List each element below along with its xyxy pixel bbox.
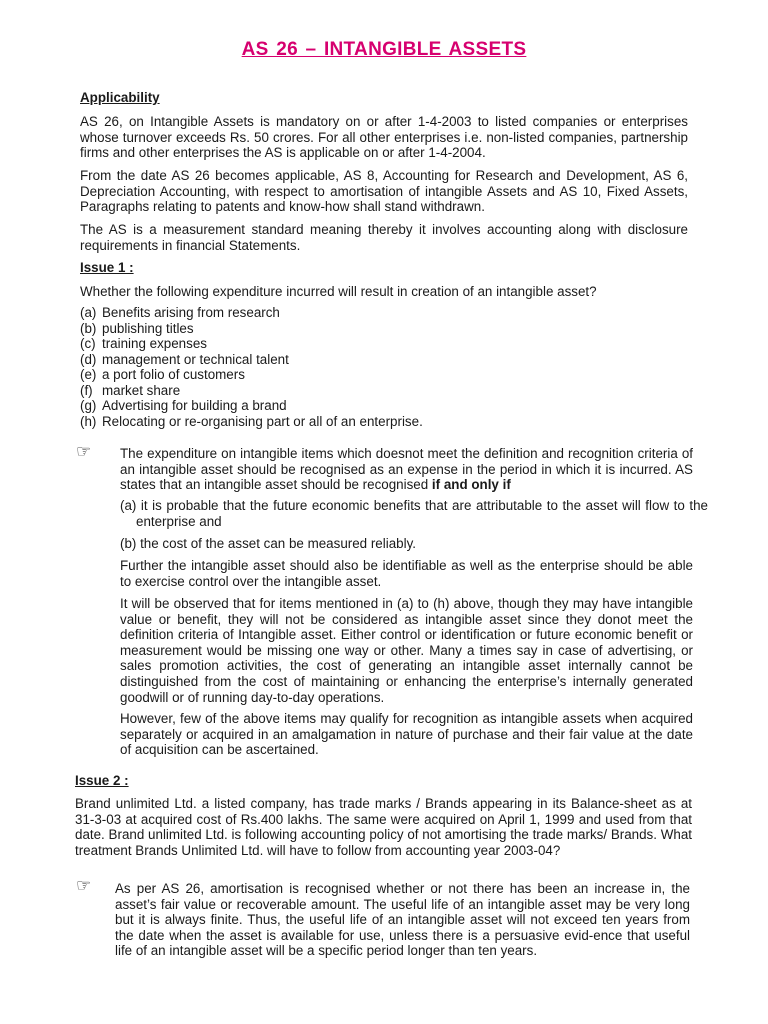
issue-2-answer: As per AS 26, amortisation is recognised whether or not there has been an increase in, the asset’s fair value or recoverable amount. The useful life of an intangible asset may be very long but it is always finite. Thus, the useful life of an intangible asset will not exceed ten years from the date when the asset is available for use, unless there is a persuasive evid-ence that useful life of an intangible asset will be a specific period longer than ten years. xyxy=(115,881,690,959)
list-item: (g) Advertising for building a brand xyxy=(80,398,287,413)
pointing-hand-icon: ☞ xyxy=(76,876,92,895)
issue-1-heading: Issue 1 : xyxy=(80,260,134,275)
issue-2-question: Brand unlimited Ltd. a listed company, has trade marks / Brands appearing in its Balance-sheet as at 31-3-03 at acquired cost of Rs.400 lakhs. The same were acquired on April 1, 1999 and used from that date. Brand unlimited Ltd. is following accounting policy of not amortising the trade marks/ Brands. What treatment Brands Unlimited Ltd. will have to follow from accounting year 2003-04? xyxy=(75,796,692,858)
list-item: (e) a port folio of customers xyxy=(80,367,245,382)
applicability-paragraph-3: The AS is a measurement standard meaning thereby it involves accounting along with disclosure requirements in financial Statements. xyxy=(80,222,688,253)
condition-a: (a) it is probable that the future economic benefits that are attributable to the asset will flow to the enterprise and xyxy=(120,498,708,529)
emphasis-text: if and only if xyxy=(431,477,511,493)
issue-2-heading: Issue 2 : xyxy=(75,773,129,788)
issue-1-answer-paragraph-4: However, few of the above items may qualify for recognition as intangible assets when acquired separately or acquired in an amalgamation in nature of purchase and their fair value at the date of acquisition can be ascertained. xyxy=(120,711,693,758)
list-item: (d) management or technical talent xyxy=(80,351,289,367)
applicability-paragraph-2: From the date AS 26 becomes applicable, AS 8, Accounting for Research and Development, AS 6, Depreciation Accounting, with respect to amortisation of intangible Assets and AS 10, Fixed Assets, Paragraphs relating to patents and know-how shall stand withdrawn. xyxy=(80,168,688,215)
expenditure-list xyxy=(80,305,423,429)
list-item: (h) Relocating or re-organising part or all of an enterprise. xyxy=(80,413,423,429)
issue-1-question: Whether the following expenditure incurred will result in creation of an intangible asset? xyxy=(80,284,597,299)
applicability-heading: Applicability xyxy=(80,90,160,105)
issue-1-answer-paragraph-3: It will be observed that for items mentioned in (a) to (h) above, though they may have intangible value or benefit, they will not be considered as intangible asset since they donot meet the definition criteria of Intangible asset. Either control or identification or future economic benefit or measurement would be missing one way or other. Many a times say in case of advertising, or sales promotion activities, the cost of generating an intangible asset internally cannot be distinguished from the cost of maintaining or enhancing the enterprise’s internally generated goodwill or of running day-to-day operations. xyxy=(120,596,693,705)
list-item: (c) training expenses xyxy=(80,336,207,351)
issue-1-answer-paragraph-2: Further the intangible asset should also be identifiable as well as the enterprise should be able to exercise control over the intangible asset. xyxy=(120,558,693,589)
page-title: AS 26 – INTANGIBLE ASSETS xyxy=(241,39,527,60)
issue-1-answer-paragraph-1: The expenditure on intangible items which doesnot meet the definition and recognition criteria of an intangible asset should be recognised as an expense in the period in which it is incurred. AS states that an intangible asset should be recognised if and only if xyxy=(120,446,693,493)
list-item: (b) publishing titles xyxy=(80,320,194,336)
applicability-paragraph-1: AS 26, on Intangible Assets is mandatory on or after 1-4-2003 to listed companies or enterprises whose turnover exceeds Rs. 50 crores. For all other enterprises i.e. non-listed companies, partnership firms and other enterprises the AS is applicable on or after 1-4-2004. xyxy=(80,114,688,161)
list-item: (a) Benefits arising from research xyxy=(80,305,280,320)
pointing-hand-icon: ☞ xyxy=(76,442,92,461)
condition-b: (b) the cost of the asset can be measured reliably. xyxy=(120,536,416,551)
list-item: (f) market share xyxy=(80,382,181,398)
